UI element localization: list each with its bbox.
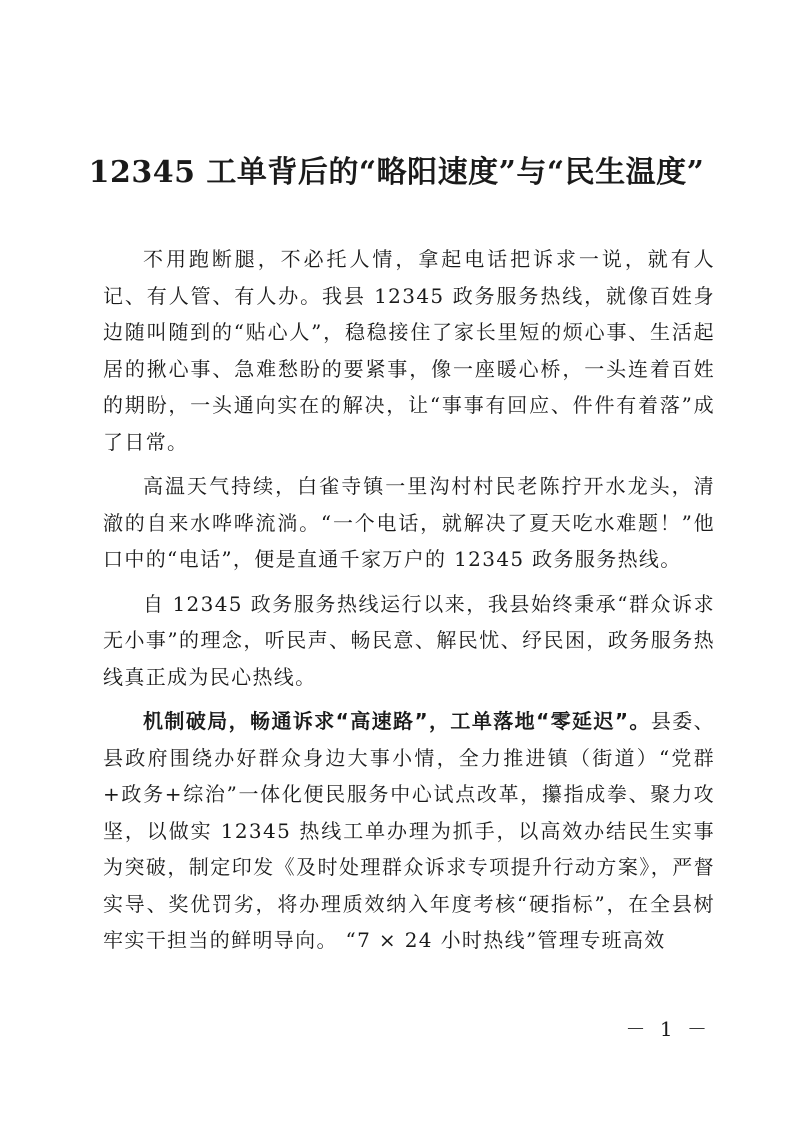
paragraph-lead: 机制破局，畅通诉求“高速路”，工单落地“零延迟”。	[143, 709, 651, 733]
paragraph-4	[103, 703, 715, 959]
paragraph-1	[103, 241, 715, 460]
paragraph-text: 自 12345 政务服务热线运行以来，我县始终秉承“群众诉求无小事”的理念，听民声、畅民意、解民忧、纾民困，政务服务热线真正成为民心热线。	[103, 591, 715, 689]
document-body	[103, 241, 715, 967]
paragraph-text: 高温天气持续，白雀寺镇一里沟村村民老陈拧开水龙头，清澈的自来水哗哗流淌。“一个电话，就解决了夏天吃水难题！”他口中的“电话”，便是直通千家万户的 12345 政务服务热线。	[103, 474, 715, 571]
paragraph-3	[103, 586, 715, 696]
paragraph-text: 不用跑断腿，不必托人情，拿起电话把诉求一说，就有人记、有人管、有人办。我县 12345 政务服务热线，就像百姓身边随叫随到的“贴心人”，稳稳接住了家长里短的烦心事、生活起居的揪心事、急难愁盼的要紧事，像一座暖心桥，一头连着百姓的期盼，一头通向实在的解决，让“事事有回应、件件有着落”成了日常。	[103, 247, 715, 454]
paragraph-text: 县委、县政府围绕办好群众身边大事小情，全力推进镇（街道）“党群+政务+综治”一体化便民服务中心试点改革，攥指成拳、聚力攻坚，以做实 12345 热线工单办理为抓手，以高效办结民生实事为突破，制定印发《及时处理群众诉求专项提升行动方案》，严督实导、奖优罚劣，将办理质效纳入年度考核“硬指标”，在全县树牢实干担当的鲜明导向。 “7 × 24 小时热线”管理专班高效	[103, 709, 715, 952]
page-number: － 1 －	[625, 1017, 711, 1041]
document-title: 12345 工单背后的“略阳速度”与“民生温度”	[88, 155, 705, 190]
paragraph-2	[103, 468, 715, 578]
